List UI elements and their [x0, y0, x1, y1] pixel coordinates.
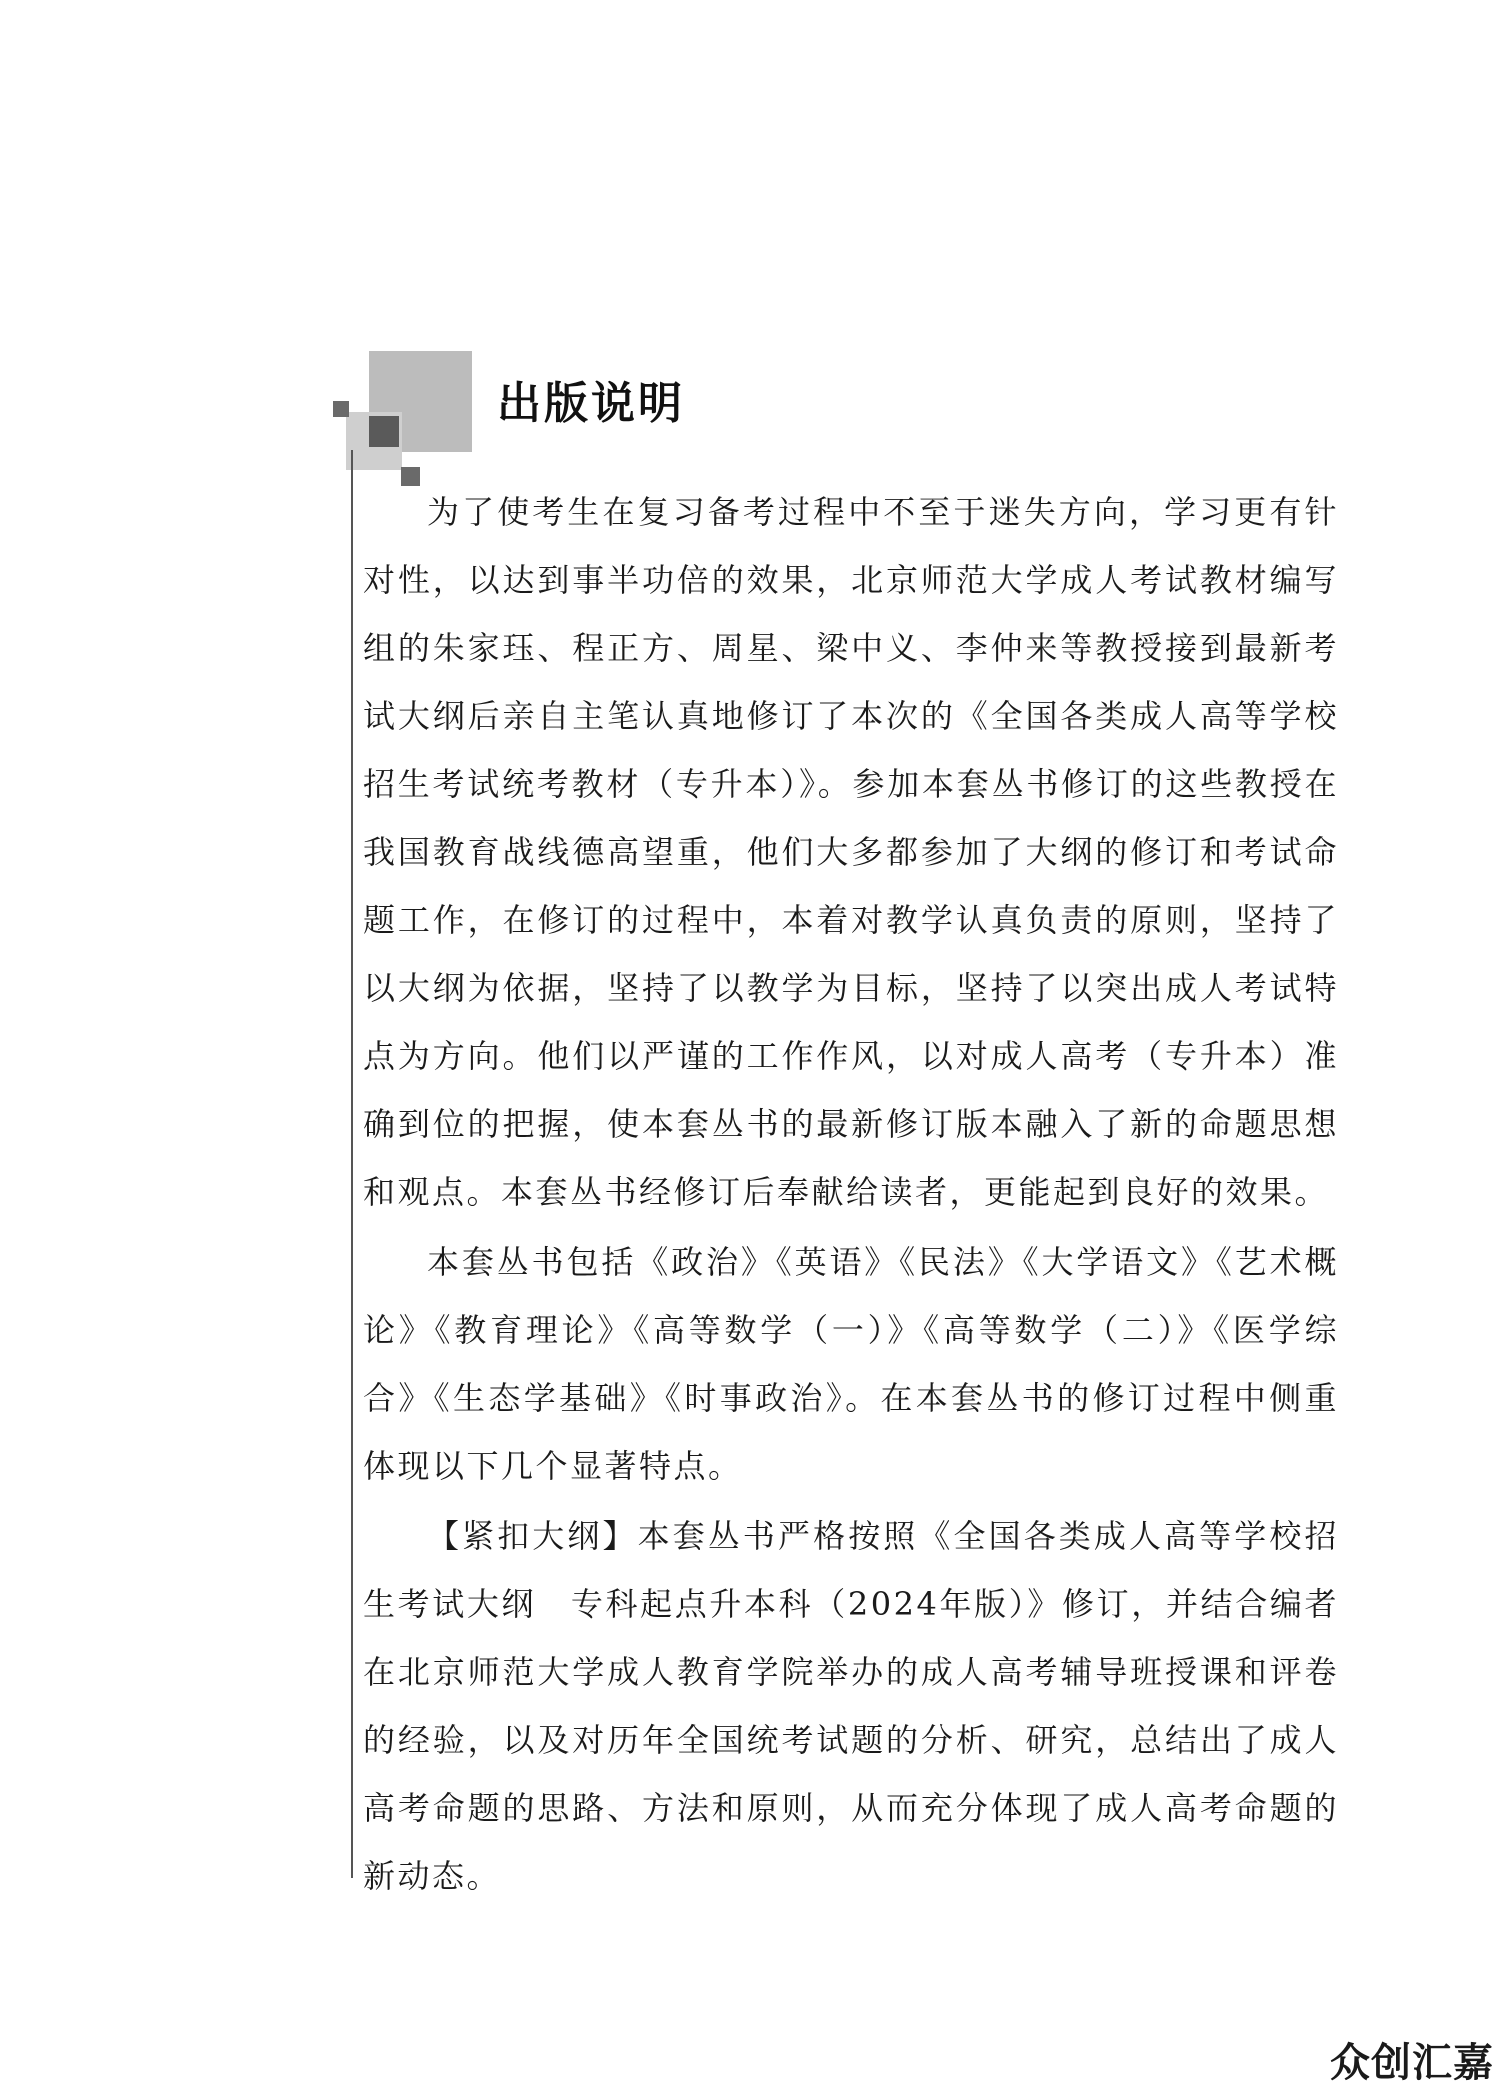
paragraph-2: 本套丛书包括《政治》《英语》《民法》《大学语文》《艺术概论》《教育理论》《高等数学（一）》《高等数学（二）》《医学综合》《生态学基础》《时事政治》。在本套丛书的修订过程中侧重体现以下几个显著特点。 — [363, 1243, 1339, 1485]
decor-square-small-left — [333, 401, 349, 417]
left-vertical-rule — [351, 450, 353, 1878]
decor-square-dark — [369, 416, 399, 447]
paragraph-3: 【紧扣大纲】本套丛书严格按照《全国各类成人高等学校招生考试大纲 专科起点升本科（2024年版）》修订，并结合编者在北京师范大学成人教育学院举办的成人高考辅导班授课和评卷的经验，以及对历年全国统考试题的分析、研究，总结出了成人高考命题的思路、方法和原则，从而充分体现了成人高考命题的新动态。 — [363, 1517, 1339, 1895]
watermark-logo: 众创汇嘉 — [1330, 2040, 1494, 2086]
paragraph-1: 为了使考生在复习备考过程中不至于迷失方向，学习更有针对性，以达到事半功倍的效果，北京师范大学成人考试教材编写组的朱家珏、程正方、周星、梁中义、李仲来等教授接到最新考试大纲后亲自主笔认真地修订了本次的《全国各类成人高等学校招生考试统考教材（专升本）》。参加本套丛书修订的这些教授在我国教育战线德高望重，他们大多都参加了大纲的修订和考试命题工作，在修订的过程中，本着对教学认真负责的原则，坚持了以大纲为依据，坚持了以教学为目标，坚持了以突出成人考试特点为方向。他们以严谨的工作作风，以对成人高考（专升本）准确到位的把握，使本套丛书的最新修订版本融入了新的命题思想和观点。本套丛书经修订后奉献给读者，更能起到良好的效果。 — [363, 493, 1339, 1211]
body-text — [363, 478, 1339, 1910]
page-title: 出版说明 — [497, 378, 685, 429]
